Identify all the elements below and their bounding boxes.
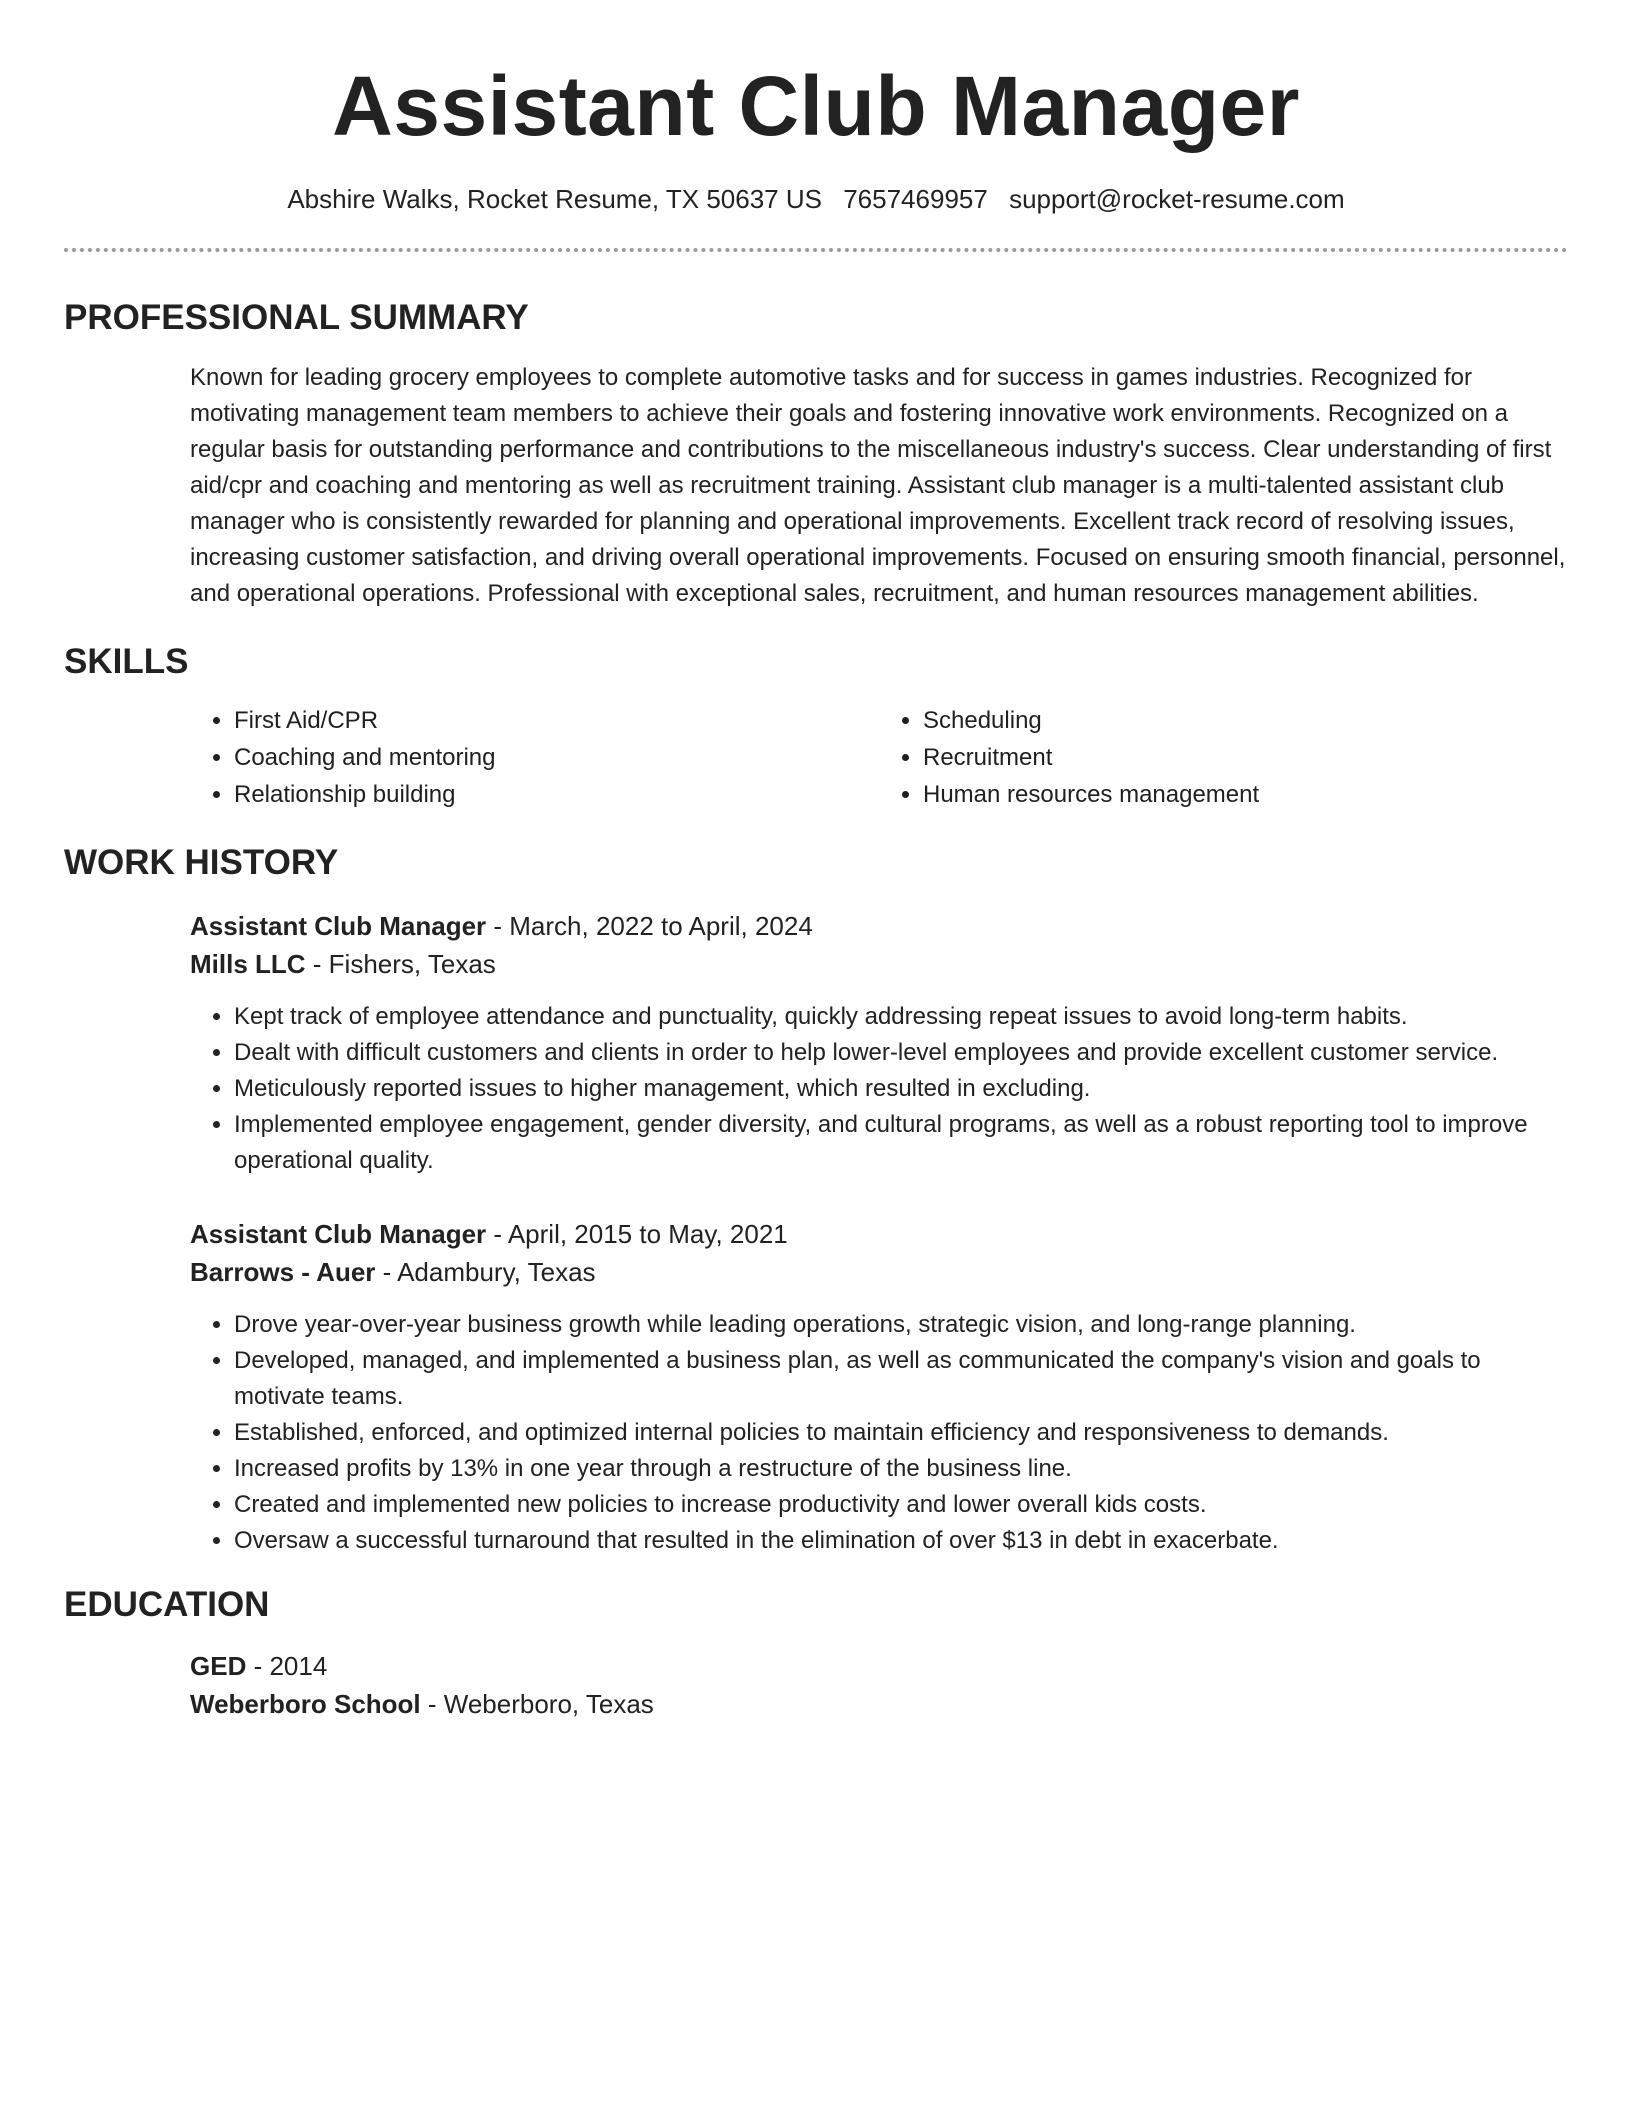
job-title-line [190, 907, 1568, 945]
section-title-summary: PROFESSIONAL SUMMARY [64, 298, 529, 337]
contact-line [64, 182, 1568, 216]
job-company-line [190, 945, 1568, 983]
skill-item: • Human resources management [923, 776, 1568, 813]
job-company-line [190, 1253, 1568, 1291]
skill-item: • Coaching and mentoring [234, 739, 879, 776]
education-year: - 2014 [246, 1651, 328, 1681]
summary-text: Known for leading grocery employees to complete automotive tasks and for success in games industries. Recognized for motivating management team members to achieve their goals and fostering innovative work environments. Recognized on a regular basis for outstanding performance and contributions to the miscellaneous industry's success. Clear understanding of first aid/cpr and coaching and mentoring as well as recruitment training. Assistant club manager is a multi-talented assistant club manager who is consistently rewarded for planning and operational improvements. Excellent track record of resolving issues, increasing customer satisfaction, and driving overall operational improvements. Focused on ensuring smooth financial, personnel, and operational operations. Professional with exceptional sales, recruitment, and human resources management abilities. [190, 364, 1566, 607]
job-duty: • Increased profits by 13% in one year through a restructure of the business line. [234, 1451, 1568, 1487]
job-duty: • Kept track of employee attendance and punctuality, quickly addressing repeat issues to avoid long-term habits. [234, 999, 1568, 1035]
contact-phone: 7657469957 [843, 184, 988, 214]
skills-column-right [879, 702, 1568, 813]
job-company: Barrows - Auer [190, 1257, 376, 1287]
job-role: Assistant Club Manager [190, 1219, 487, 1249]
job-duty: • Established, enforced, and optimized internal policies to maintain efficiency and responsiveness to demands. [234, 1415, 1568, 1451]
section-title-education: EDUCATION [64, 1585, 270, 1624]
job-dates: - April, 2015 to May, 2021 [486, 1219, 788, 1249]
section-title-work-history: WORK HISTORY [64, 843, 339, 882]
job-role: Assistant Club Manager [190, 911, 487, 941]
education-entry [64, 1647, 1568, 1723]
job-entry [64, 907, 1568, 1179]
skills-column-left [190, 702, 879, 813]
job-duty: • Drove year-over-year business growth while leading operations, strategic vision, and long-range planning. [234, 1307, 1568, 1343]
job-entry [64, 1215, 1568, 1559]
job-duties [190, 1307, 1568, 1559]
job-duties [190, 999, 1568, 1179]
education-degree: GED [190, 1651, 247, 1681]
education-school-line [190, 1685, 1568, 1723]
job-duty: • Oversaw a successful turnaround that resulted in the elimination of over $13 in debt in exacerbate. [234, 1523, 1568, 1559]
contact-email: support@rocket-resume.com [1009, 184, 1345, 214]
skill-item: • First Aid/CPR [234, 702, 879, 739]
section-title-skills: SKILLS [64, 642, 189, 681]
job-dates: - March, 2022 to April, 2024 [486, 911, 813, 941]
skills-list [64, 702, 1568, 813]
job-duty: • Dealt with difficult customers and clients in order to help lower-level employees and provide excellent customer service. [234, 1035, 1568, 1071]
job-duty: • Created and implemented new policies to increase productivity and lower overall kids costs. [234, 1487, 1568, 1523]
education-school: Weberboro School [190, 1689, 421, 1719]
job-company: Mills LLC [190, 949, 306, 979]
job-location: - Fishers, Texas [305, 949, 496, 979]
job-title-line [190, 1215, 1568, 1253]
education-location: - Weberboro, Texas [420, 1689, 654, 1719]
skill-item: • Relationship building [234, 776, 879, 813]
resume-name: Assistant Club Manager [332, 59, 1300, 153]
job-duty: • Meticulously reported issues to higher management, which resulted in excluding. [234, 1071, 1568, 1107]
job-duty: • Implemented employee engagement, gender diversity, and cultural programs, as well as a robust reporting tool to improve operational quality. [234, 1107, 1568, 1179]
job-duty: • Developed, managed, and implemented a business plan, as well as communicated the company's vision and goals to motivate teams. [234, 1343, 1568, 1415]
job-location: - Adambury, Texas [375, 1257, 596, 1287]
contact-address: Abshire Walks, Rocket Resume, TX 50637 US [287, 184, 822, 214]
education-degree-line [190, 1647, 1568, 1685]
skill-item: • Scheduling [923, 702, 1568, 739]
skill-item: • Recruitment [923, 739, 1568, 776]
header-divider [64, 248, 1568, 252]
